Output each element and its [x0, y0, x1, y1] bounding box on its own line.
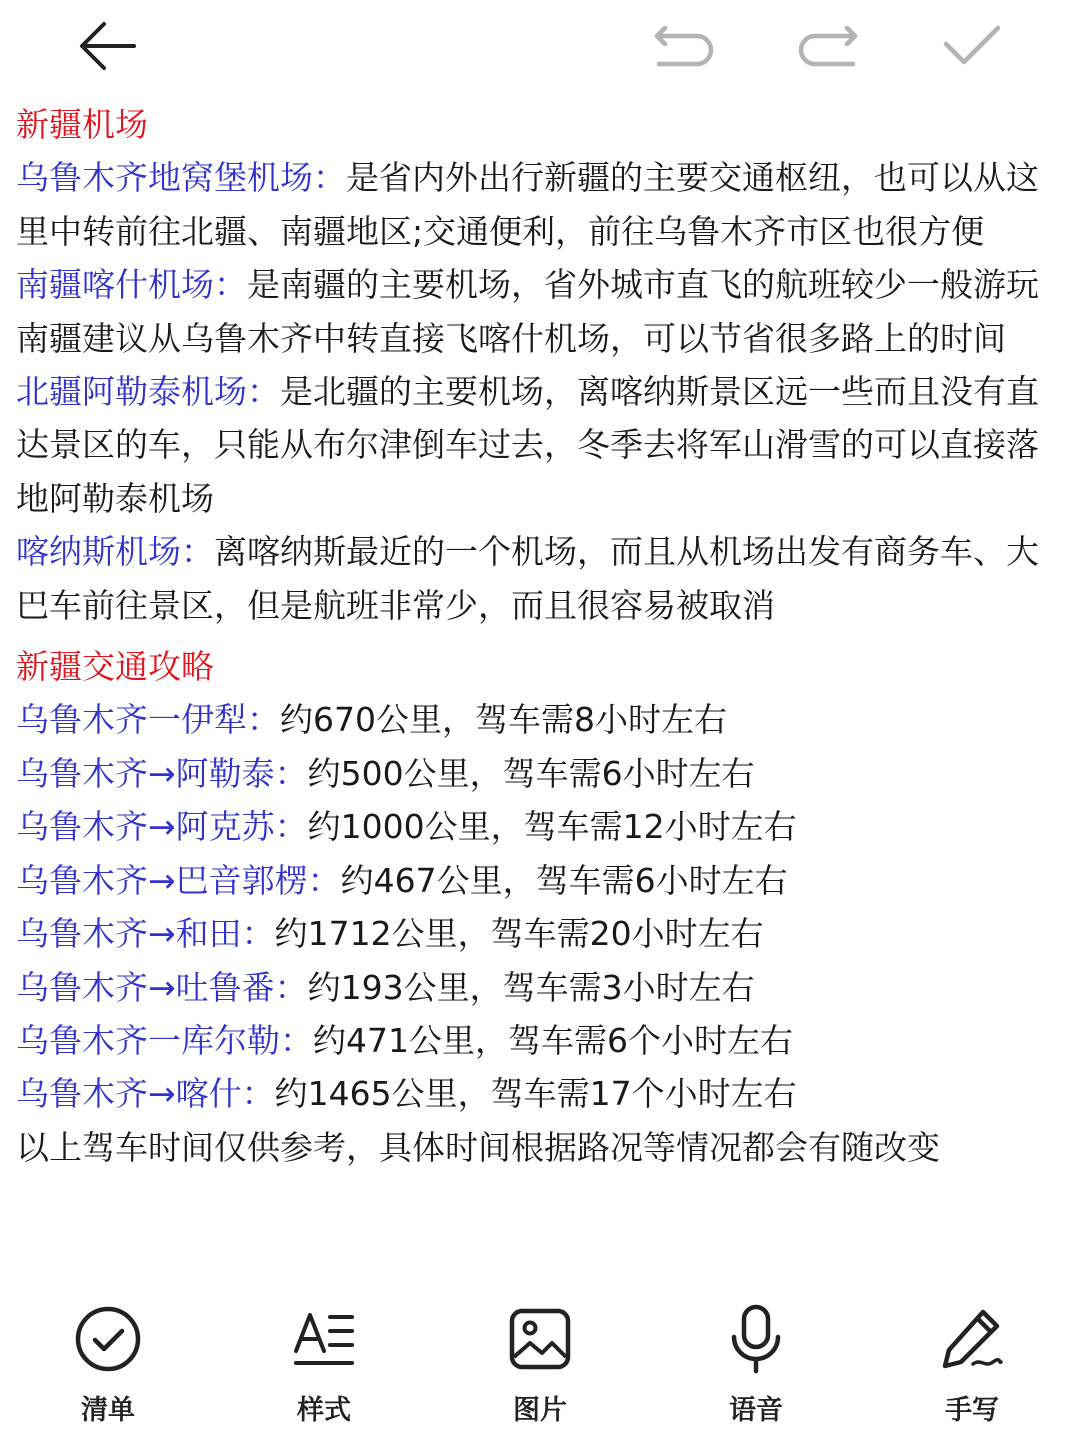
route-line — [16, 907, 1066, 960]
confirm-button[interactable] — [934, 14, 1010, 78]
airport-name: 北疆阿勒泰机场： — [16, 372, 280, 412]
route-line — [16, 747, 1066, 800]
route-name: 乌鲁木齐→阿勒泰： — [16, 753, 308, 793]
back-button[interactable] — [70, 14, 146, 78]
route-info: 约670公里，驾车需8小时左右 — [280, 700, 727, 740]
handwriting-button[interactable] — [902, 1298, 1042, 1428]
airport-paragraph — [16, 258, 1066, 365]
route-line — [16, 1067, 1066, 1120]
airport-name: 喀纳斯机场： — [16, 532, 214, 572]
airport-desc: 是省内外出行新疆的主要交通枢纽，也可以从这里中转前往北疆、南疆地区;交通便利，前往乌鲁木齐市区也很方便 — [16, 158, 1039, 251]
undo-icon — [651, 24, 717, 68]
image-label: 图片 — [513, 1395, 567, 1426]
note-editor[interactable] — [16, 98, 1066, 1174]
airport-desc: 离喀纳斯最近的一个机场，而且从机场出发有商务车、大巴车前往景区，但是航班非常少，而且很容易被取消 — [16, 532, 1039, 625]
handwriting-pen-icon — [939, 1306, 1005, 1372]
top-toolbar — [0, 0, 1080, 100]
text-style-icon — [292, 1307, 356, 1371]
microphone-icon — [728, 1303, 784, 1375]
route-info: 约1000公里，驾车需12小时左右 — [307, 807, 797, 847]
airport-desc: 是北疆的主要机场，离喀纳斯景区远一些而且没有直达景区的车，只能从布尔津倒车过去，冬季去将军山滑雪的可以直接落地阿勒泰机场 — [16, 372, 1039, 518]
voice-label: 语音 — [729, 1395, 783, 1426]
text-style-label: 样式 — [297, 1395, 351, 1426]
footer-note: 以上驾车时间仅供参考，具体时间根据路况等情况都会有随改变 — [16, 1127, 940, 1167]
route-name: 乌鲁木齐→和田： — [16, 914, 275, 954]
route-name: 乌鲁木齐一伊犁： — [16, 700, 280, 740]
arrow-left-icon — [76, 18, 140, 74]
transport-section-title: 新疆交通攻略 — [16, 647, 214, 687]
bottom-toolbar — [0, 1290, 1080, 1440]
route-name: 乌鲁木齐→巴音郭楞： — [16, 860, 341, 900]
route-name: 乌鲁木齐一库尔勒： — [16, 1020, 313, 1060]
image-button[interactable] — [470, 1298, 610, 1428]
airport-name: 南疆喀什机场： — [16, 265, 247, 305]
route-info: 约1465公里，驾车需17个小时左右 — [274, 1074, 797, 1114]
voice-button[interactable] — [686, 1298, 826, 1428]
airport-desc: 是南疆的主要机场，省外城市直飞的航班较少一般游玩南疆建议从乌鲁木齐中转直接飞喀什机场，可以节省很多路上的时间 — [16, 265, 1039, 358]
route-line — [16, 1014, 1066, 1067]
airport-paragraph — [16, 365, 1066, 525]
airport-paragraph — [16, 525, 1066, 632]
handwriting-label: 手写 — [945, 1395, 999, 1426]
image-icon — [508, 1307, 572, 1371]
route-info: 约1712公里，驾车需20小时左右 — [274, 914, 764, 954]
route-info: 约467公里，驾车需6小时左右 — [340, 860, 788, 900]
route-name: 乌鲁木齐→阿克苏： — [16, 807, 308, 847]
redo-button[interactable] — [790, 14, 866, 78]
route-info: 约193公里，驾车需3小时左右 — [307, 967, 755, 1007]
text-style-button[interactable] — [254, 1298, 394, 1428]
route-info: 约500公里，驾车需6小时左右 — [307, 753, 755, 793]
airport-name: 乌鲁木齐地窝堡机场： — [16, 158, 346, 198]
checklist-icon — [73, 1304, 143, 1374]
airports-section-title: 新疆机场 — [16, 105, 148, 144]
checklist-button[interactable] — [38, 1298, 178, 1428]
route-line — [16, 693, 1066, 746]
check-icon — [940, 22, 1004, 70]
redo-icon — [795, 24, 861, 68]
undo-button[interactable] — [646, 14, 722, 78]
route-line — [16, 800, 1066, 853]
route-line — [16, 961, 1066, 1014]
route-info: 约471公里，驾车需6个小时左右 — [313, 1020, 793, 1060]
airport-paragraph — [16, 151, 1066, 258]
checklist-label: 清单 — [81, 1395, 135, 1426]
route-name: 乌鲁木齐→喀什： — [16, 1074, 275, 1114]
route-line — [16, 854, 1066, 907]
route-name: 乌鲁木齐→吐鲁番： — [16, 967, 308, 1007]
